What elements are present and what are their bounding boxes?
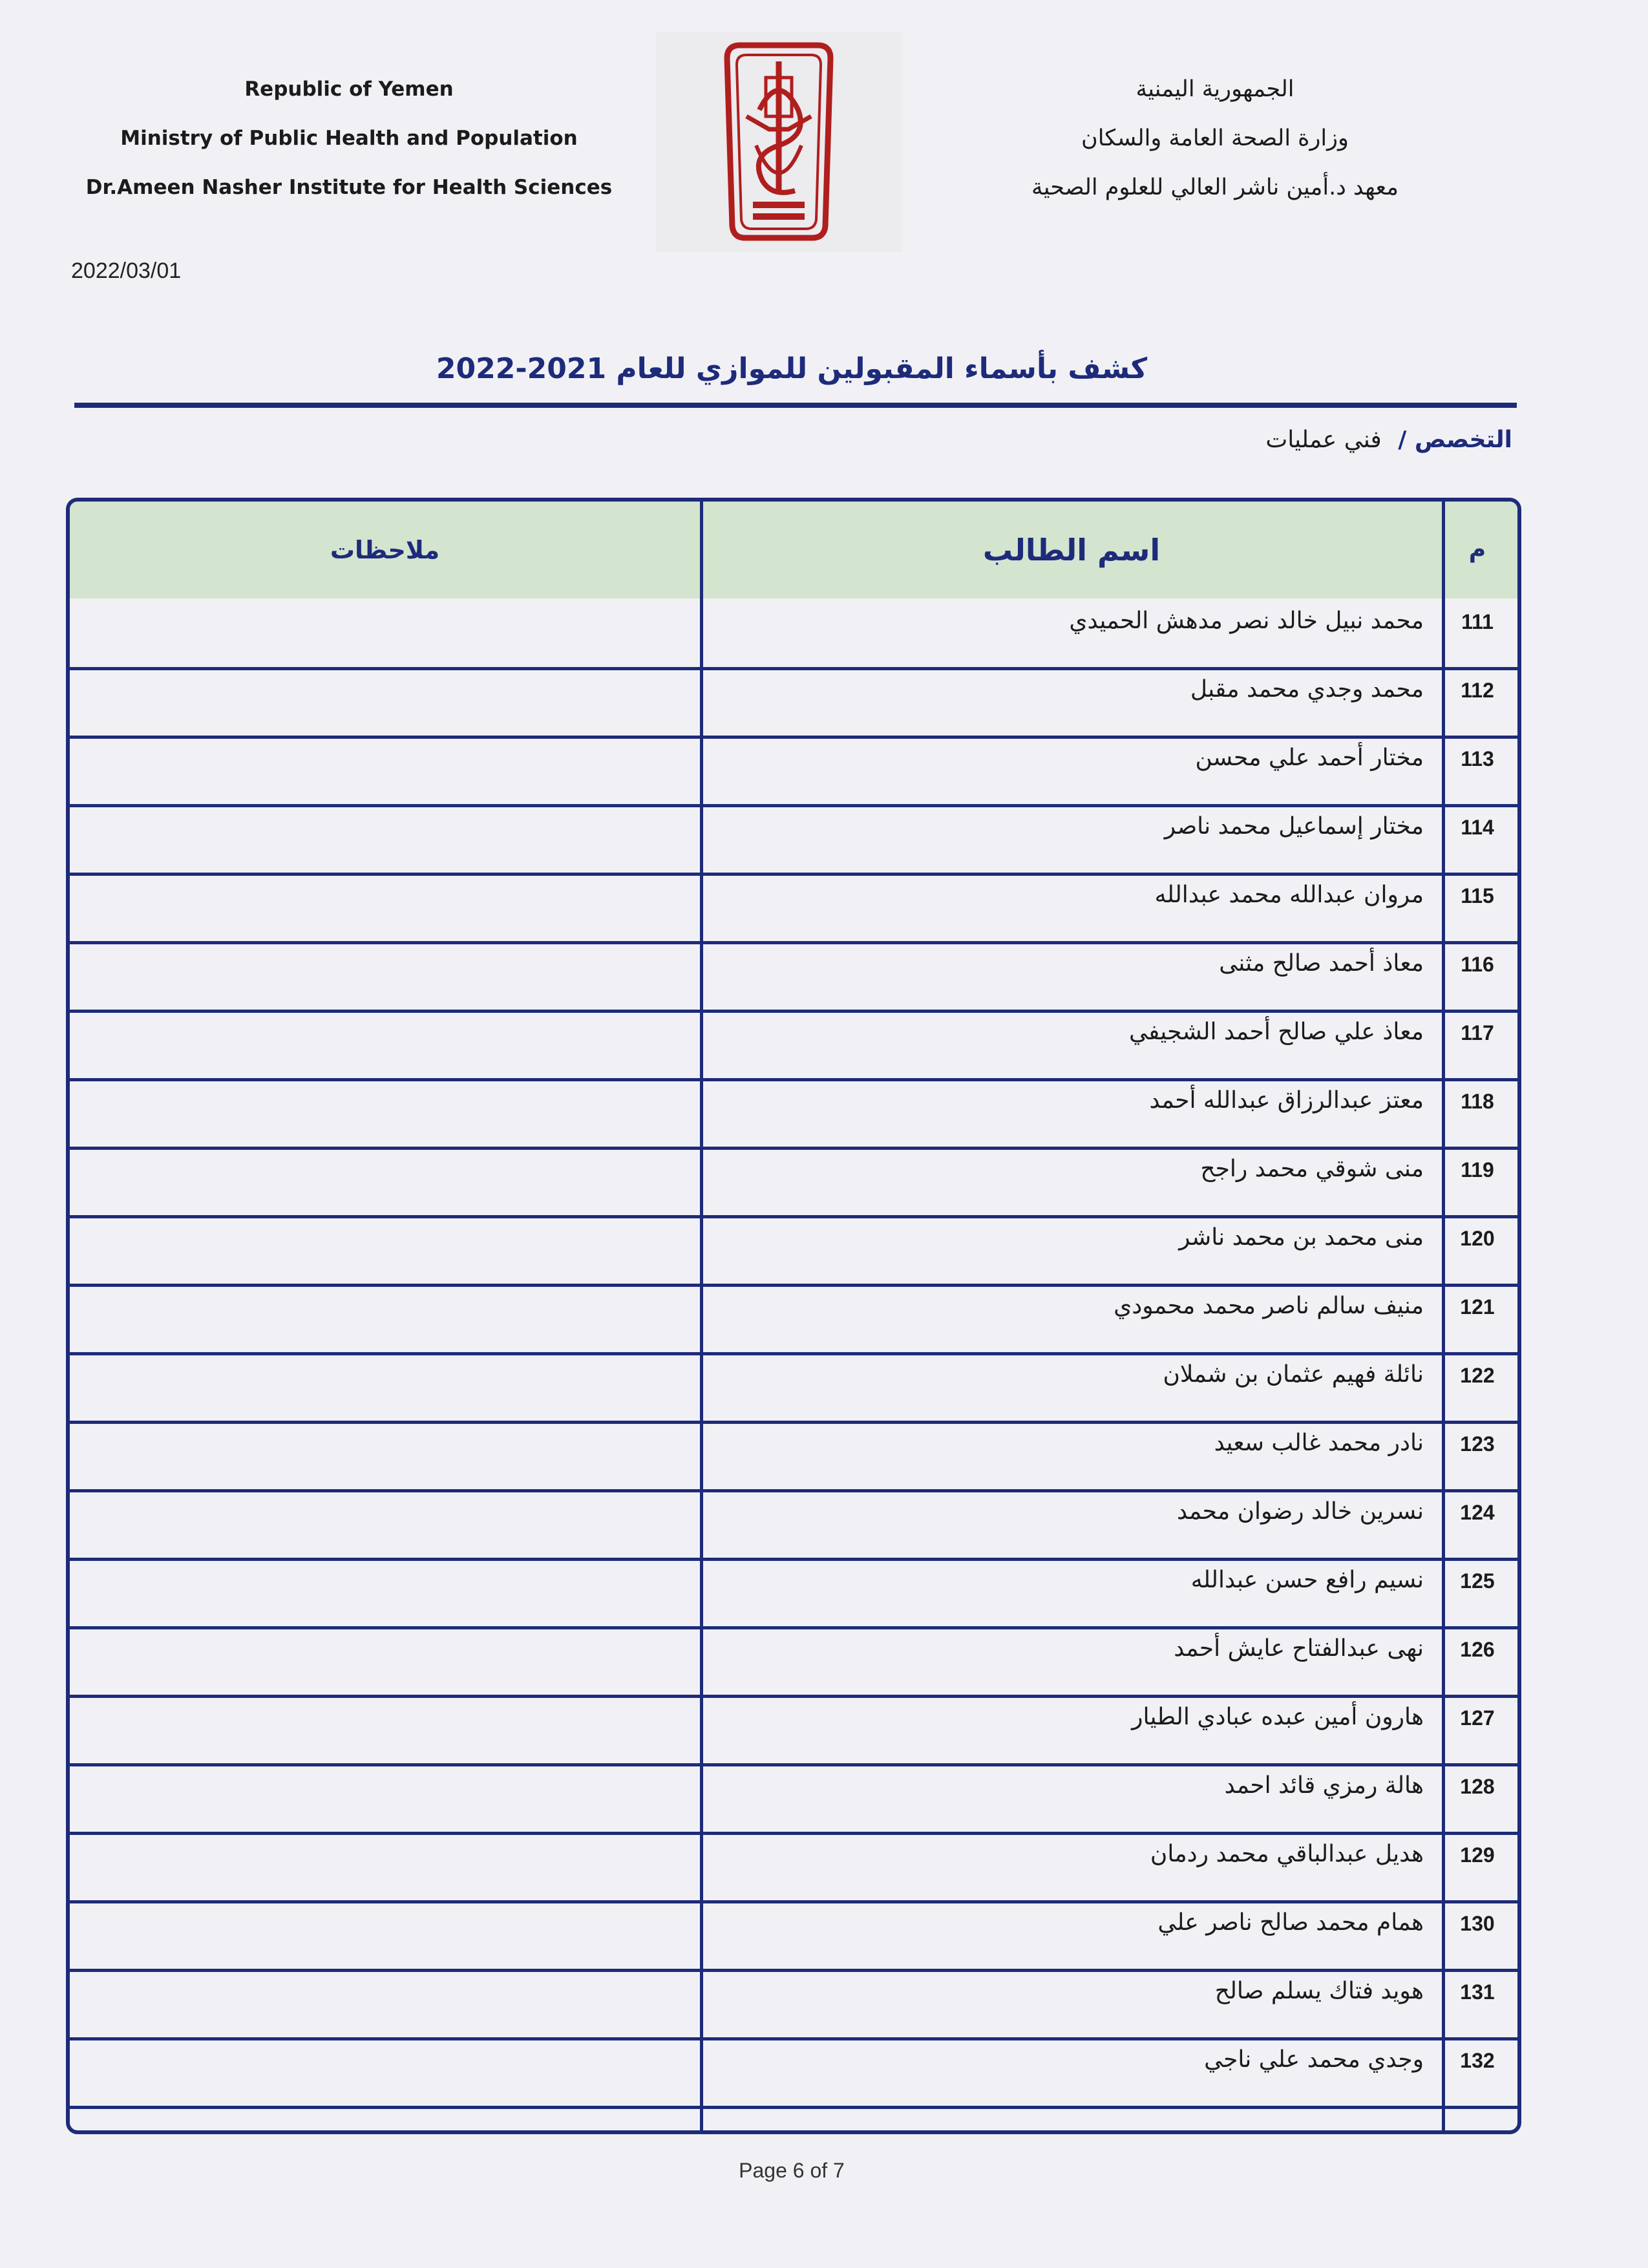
student-name: نسيم رافع حسن عبدالله <box>1190 1567 1424 1593</box>
page-number: Page 6 of 7 <box>739 2159 845 2182</box>
student-name: معاذ أحمد صالح مثنى <box>1219 950 1424 977</box>
row-divider <box>70 1010 1517 1013</box>
row-number: 130 <box>1460 1912 1495 1935</box>
row-number: 128 <box>1460 1775 1495 1798</box>
row-divider <box>70 804 1517 807</box>
row-divider <box>70 1421 1517 1424</box>
header-country-ar: الجمهورية اليمنية <box>1136 76 1294 102</box>
specialty-label: التخصص / <box>1398 427 1512 453</box>
row-number: 129 <box>1460 1843 1495 1867</box>
row-number: 131 <box>1460 1980 1495 2004</box>
student-name: منى شوقي محمد راجح <box>1200 1156 1424 1182</box>
row-divider <box>70 1352 1517 1355</box>
row-number: 115 <box>1461 884 1494 907</box>
row-number: 132 <box>1460 2049 1495 2072</box>
student-name: هويد فتاك يسلم صالح <box>1214 1978 1424 2004</box>
row-number: 112 <box>1461 679 1494 702</box>
header-number: م <box>1468 536 1486 563</box>
header-notes: ملاحظات <box>330 536 440 564</box>
row-divider <box>70 1489 1517 1492</box>
student-name: هارون أمين عبده عبادي الطيار <box>1132 1704 1424 1730</box>
header-institute: Dr.Ameen Nasher Institute for Health Sciences <box>85 176 613 199</box>
row-number: 111 <box>1461 610 1494 633</box>
header-institute-ar: معهد د.أمين ناشر العالي للعلوم الصحية <box>1031 175 1399 200</box>
student-name: وجدي محمد علي ناجي <box>1204 2046 1424 2073</box>
student-name: نائلة فهيم عثمان بن شملان <box>1163 1361 1424 1388</box>
row-number: 126 <box>1460 1638 1495 1661</box>
row-divider <box>70 1284 1517 1287</box>
arabic-header <box>944 65 1486 212</box>
row-divider <box>70 1558 1517 1561</box>
row-divider <box>70 1626 1517 1629</box>
header-country: Republic of Yemen <box>244 78 454 101</box>
row-divider <box>70 736 1517 739</box>
student-name: همام محمد صالح ناصر علي <box>1157 1909 1424 1936</box>
row-number: 117 <box>1461 1021 1494 1044</box>
row-divider <box>70 1900 1517 1903</box>
student-name: نسرين خالد رضوان محمد <box>1176 1498 1424 1525</box>
student-name: نهى عبدالفتاح عايش أحمد <box>1174 1635 1424 1662</box>
institute-emblem-icon <box>656 32 902 252</box>
row-divider <box>70 2037 1517 2040</box>
student-name: محمد نبيل خالد نصر مدهش الحميدي <box>1069 608 1424 634</box>
header-ministry: Ministry of Public Health and Population <box>120 127 578 150</box>
document-title: كشف بأسماء المقبولين للموازي للعام 2021-2022 <box>436 352 1148 385</box>
institute-logo <box>656 32 902 252</box>
student-name: مروان عبدالله محمد عبدالله <box>1154 882 1424 908</box>
row-number: 122 <box>1460 1364 1495 1387</box>
student-name: مختار أحمد علي محسن <box>1195 745 1424 771</box>
title-underline <box>74 403 1517 408</box>
row-number: 123 <box>1460 1432 1495 1456</box>
row-divider <box>70 1969 1517 1972</box>
document-date: 2022/03/01 <box>71 259 182 283</box>
english-header <box>58 65 640 212</box>
row-number: 121 <box>1460 1295 1495 1319</box>
row-divider <box>70 1832 1517 1835</box>
row-number: 120 <box>1460 1227 1495 1250</box>
row-divider <box>70 1763 1517 1766</box>
row-divider <box>70 873 1517 876</box>
students-table <box>66 498 1521 2134</box>
specialty-value: فني عمليات <box>1265 427 1382 453</box>
row-divider <box>70 1695 1517 1698</box>
row-divider <box>70 941 1517 944</box>
row-number: 127 <box>1460 1706 1495 1730</box>
row-divider <box>70 1147 1517 1150</box>
header-student-name: اسم الطالب <box>982 533 1161 567</box>
row-number: 114 <box>1461 816 1494 839</box>
row-divider <box>70 667 1517 670</box>
student-name: مختار إسماعيل محمد ناصر <box>1164 813 1424 840</box>
student-name: هديل عبدالباقي محمد ردمان <box>1150 1841 1424 1867</box>
row-number: 119 <box>1461 1158 1494 1182</box>
row-divider <box>70 2106 1517 2109</box>
student-name: هالة رمزي قائد احمد <box>1224 1772 1424 1799</box>
row-divider <box>70 1215 1517 1218</box>
student-name: معتز عبدالرزاق عبدالله أحمد <box>1149 1087 1424 1114</box>
row-number: 118 <box>1461 1090 1494 1113</box>
row-number: 124 <box>1460 1501 1495 1524</box>
row-number: 116 <box>1461 953 1494 976</box>
row-number: 125 <box>1460 1569 1495 1593</box>
student-name: منيف سالم ناصر محمد محمودي <box>1114 1293 1424 1319</box>
row-number: 113 <box>1461 747 1494 770</box>
student-name: محمد وجدي محمد مقبل <box>1190 676 1424 703</box>
student-name: معاذ علي صالح أحمد الشجيفي <box>1129 1019 1424 1045</box>
student-name: منى محمد بن محمد ناشر <box>1179 1224 1424 1251</box>
row-divider <box>70 1078 1517 1081</box>
specialty <box>1163 427 1512 453</box>
header-ministry-ar: وزارة الصحة العامة والسكان <box>1081 125 1349 151</box>
student-name: نادر محمد غالب سعيد <box>1214 1430 1424 1456</box>
